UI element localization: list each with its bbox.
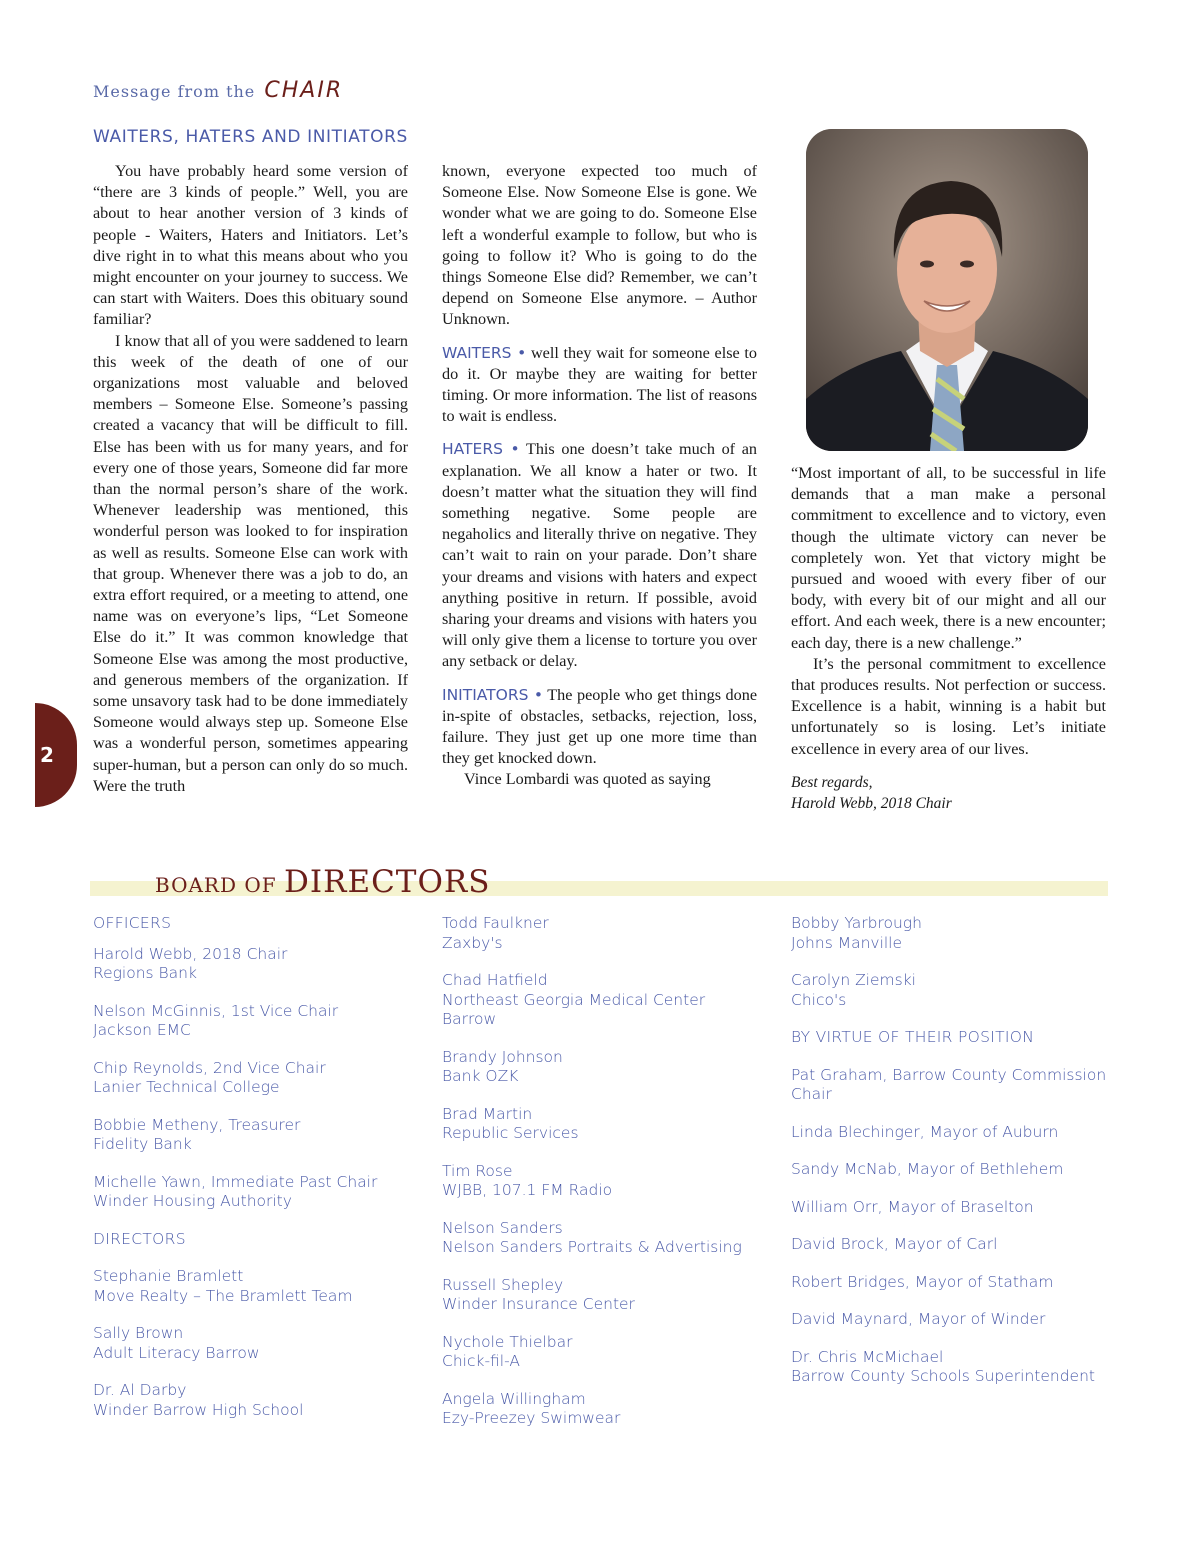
member-name: Tim Rose bbox=[442, 1161, 513, 1180]
regards-text: Best regards, bbox=[791, 773, 873, 791]
initiators-label: INITIATORS • bbox=[442, 685, 544, 704]
member-org: Zaxby's bbox=[442, 933, 503, 952]
member-name: Sally Brown bbox=[93, 1324, 184, 1342]
board-column-3 bbox=[791, 914, 1121, 1405]
board-entry bbox=[442, 1162, 762, 1201]
article-title: WAITERS, HATERS AND INITIATORS bbox=[93, 127, 408, 147]
waiters-text: well they wait for someone else to do it. Or maybe they are waiting for better timing. Or more information. The list of reasons to wait is endless. bbox=[442, 343, 757, 426]
page-number: 2 bbox=[40, 743, 54, 767]
board-title-small: BOARD OF bbox=[155, 873, 284, 897]
page-number-tab bbox=[35, 703, 77, 807]
member-org: Fidelity Bank bbox=[93, 1135, 192, 1153]
board-entry bbox=[93, 1324, 413, 1363]
article-column-2 bbox=[442, 161, 757, 791]
virtue-list bbox=[791, 1066, 1121, 1330]
board-entry bbox=[442, 971, 762, 1030]
paragraph-waiters bbox=[442, 343, 757, 428]
member-org: Northeast Georgia Medical Center Barrow bbox=[442, 990, 706, 1028]
member-name: Bobby Yarbrough bbox=[791, 914, 922, 932]
board-entry bbox=[791, 971, 1121, 1010]
member-name: Chip Reynolds, 2nd Vice Chair bbox=[93, 1058, 326, 1077]
member-name: Dr. Al Darby bbox=[93, 1381, 187, 1399]
member-name: Brad Martin bbox=[442, 1104, 533, 1123]
member-name: Stephanie Bramlett bbox=[93, 1267, 244, 1285]
board-entry bbox=[442, 914, 762, 953]
member-org: Ezy-Preezey Swimwear bbox=[442, 1409, 621, 1427]
member-org: Chick-fil-A bbox=[442, 1352, 520, 1370]
member-name: Nychole Thielbar bbox=[442, 1332, 573, 1351]
virtue-member: Sandy McNab, Mayor of Bethlehem bbox=[791, 1160, 1064, 1178]
member-org: Regions Bank bbox=[93, 964, 197, 982]
member-name: Nelson McGinnis, 1st Vice Chair bbox=[93, 1001, 339, 1020]
member-name: Harold Webb, 2018 Chair bbox=[93, 944, 288, 963]
waiters-label: WAITERS • bbox=[442, 343, 527, 362]
board-entry bbox=[442, 1048, 762, 1087]
signature-name: Harold Webb, 2018 Chair bbox=[791, 794, 952, 812]
directors-list-3 bbox=[791, 914, 1121, 1010]
board-entry bbox=[93, 1381, 413, 1420]
member-org: Jackson EMC bbox=[93, 1021, 191, 1039]
board-entry bbox=[93, 945, 413, 984]
paragraph: I know that all of you were saddened to learn this week of the death of one of our organizations most valuable and beloved members – Someone Else. Someone’s passing created a vacancy that will be difficult to fill. Else has been with us for many years, and for every one of those years, Someone did far more than the normal person’s share of the work. Whenever leadership was mentioned, this wonderful person was looked to for inspiration as well as results. Someone Else can work with that group. Whenever there was a job to do, an extra effort required, or a meeting to attend, one name was on everyone’s lips, “Let Someone Else do it.” It was common knowledge that Someone Else was among the most productive, and generous members of the organization. If some unsavory task had to be done immediately Someone would always step up. Someone Else was a wonderful person, sometimes appearing super-human, but a person can only do so much. Were the truth bbox=[93, 331, 408, 795]
header-chair: CHAIR bbox=[264, 78, 344, 103]
paragraph: known, everyone expected too much of Someone Else. Now Someone Else is gone. We wonder what we are going to do. Someone Else left a wonderful example to follow, but who is going to follow it? Who is going to do the things Someone Else did? Remember, we can’t depend on Someone Else anymore. – Author Unknown. bbox=[442, 162, 757, 329]
member-org: Chico's bbox=[791, 990, 847, 1009]
board-title bbox=[155, 864, 490, 900]
member-org: Move Realty – The Bramlett Team bbox=[93, 1286, 353, 1305]
haters-label: HATERS • bbox=[442, 440, 520, 459]
board-entry bbox=[93, 1002, 413, 1041]
directors-list-1 bbox=[93, 1267, 413, 1420]
member-org: Republic Services bbox=[442, 1124, 579, 1142]
board-entry bbox=[442, 1276, 762, 1315]
virtue-heading: BY VIRTUE OF THEIR POSITION bbox=[791, 1028, 1035, 1046]
member-name: Bobbie Metheny, Treasurer bbox=[93, 1115, 301, 1134]
member-name: Carolyn Ziemski bbox=[791, 971, 916, 989]
officers-heading: OFFICERS bbox=[93, 914, 172, 932]
signature-block bbox=[791, 772, 1106, 814]
paragraph: You have probably heard some version of “there are 3 kinds of people.” Well, you are about to hear another version of 3 kinds of people - Waiters, Haters and Initiators. Let’s dive right in to what this means about who you might encounter on your journey to success. We can start with Waiters. Does this obituary sound familiar? bbox=[93, 162, 408, 329]
board-entry bbox=[442, 1219, 762, 1258]
virtue-member: William Orr, Mayor of Braselton bbox=[791, 1197, 1034, 1216]
board-column-1 bbox=[93, 914, 413, 1438]
member-org: Winder Barrow High School bbox=[93, 1400, 304, 1419]
article-column-1 bbox=[93, 161, 408, 797]
board-title-large: DIRECTORS bbox=[284, 864, 491, 900]
member-org: Nelson Sanders Portraits & Advertising bbox=[442, 1238, 742, 1256]
board-entry bbox=[442, 1390, 762, 1429]
member-name: Chad Hatfield bbox=[442, 971, 548, 989]
board-entry bbox=[442, 1105, 762, 1144]
lombardi-quote: “Most important of all, to be successful in life demands that a man make a personal commitment to excellence and to victory, even though the ultimate victory can never be completely won. Yet that victory might be pursued and wooed with every fiber of our body, with every bit of our might and all our effort. And each week, there is a new encounter; each day, there is a new challenge.” bbox=[791, 464, 1106, 652]
virtue-member: David Maynard, Mayor of Winder bbox=[791, 1310, 1046, 1328]
member-name: Angela Willingham bbox=[442, 1389, 586, 1408]
board-entry bbox=[93, 1173, 413, 1212]
member-name: Nelson Sanders bbox=[442, 1218, 563, 1237]
paragraph-initiators bbox=[442, 685, 757, 770]
officers-list bbox=[93, 945, 413, 1212]
directors-heading: DIRECTORS bbox=[93, 1229, 186, 1248]
board-entry bbox=[442, 1333, 762, 1372]
member-name: Dr. Chris McMichael bbox=[791, 1347, 944, 1366]
member-name: Russell Shepley bbox=[442, 1275, 564, 1294]
member-name: Brandy Johnson bbox=[442, 1047, 563, 1066]
paragraph: Vince Lombardi was quoted as saying bbox=[464, 770, 711, 789]
member-org: Winder Housing Authority bbox=[93, 1192, 292, 1210]
virtue-member: Pat Graham, Barrow County Commission Chair bbox=[791, 1065, 1107, 1103]
initiators-text: The people who get things done in-spite of obstacles, setbacks, rejection, loss, failure. They just get up one more time than they get knocked down. bbox=[442, 685, 758, 768]
board-entry bbox=[791, 1348, 1121, 1387]
member-name: Michelle Yawn, Immediate Past Chair bbox=[93, 1172, 378, 1191]
member-org: Barrow County Schools Superintendent bbox=[791, 1367, 1095, 1385]
member-org: Bank OZK bbox=[442, 1067, 519, 1085]
chair-portrait-photo bbox=[806, 129, 1088, 451]
board-column-2 bbox=[442, 914, 762, 1447]
member-org: Johns Manville bbox=[791, 933, 903, 952]
header-prefix: Message from the bbox=[93, 82, 256, 101]
board-entry bbox=[93, 1267, 413, 1306]
directors-list-2 bbox=[442, 914, 762, 1429]
board-entry bbox=[93, 1116, 413, 1155]
board-entry bbox=[93, 1059, 413, 1098]
paragraph: It’s the personal commitment to excellence that produces results. Not perfection or success. Excellence is a habit, winning is a habit but unfortunately so is losing. Let’s initiate excellence in every area of our lives. bbox=[791, 654, 1106, 758]
portrait-illustration bbox=[806, 129, 1088, 451]
article-column-3 bbox=[791, 463, 1106, 814]
virtue-member: David Brock, Mayor of Carl bbox=[791, 1235, 998, 1253]
member-org: Winder Insurance Center bbox=[442, 1295, 635, 1313]
virtue-member: Linda Blechinger, Mayor of Auburn bbox=[791, 1122, 1059, 1141]
paragraph-haters bbox=[442, 439, 757, 672]
member-org: WJBB, 107.1 FM Radio bbox=[442, 1181, 613, 1199]
page-header bbox=[93, 78, 343, 103]
virtue-member: Robert Bridges, Mayor of Statham bbox=[791, 1272, 1054, 1291]
haters-text: This one doesn’t take much of an explanation. We all know a hater or two. It doesn’t matter what the situation they will find something negative. Some people are negaholics and literally thrive on negative. They can’t wait to rain on your parade. Don’t share your dreams and visions with haters and expect anything positive in return. If possible, avoid sharing your dreams and visions with haters you will only give them a license to torture you over any setback or delay. bbox=[442, 440, 757, 671]
board-entry bbox=[791, 914, 1121, 953]
member-org: Adult Literacy Barrow bbox=[93, 1343, 260, 1362]
member-org: Lanier Technical College bbox=[93, 1078, 280, 1096]
member-name: Todd Faulkner bbox=[442, 914, 549, 932]
